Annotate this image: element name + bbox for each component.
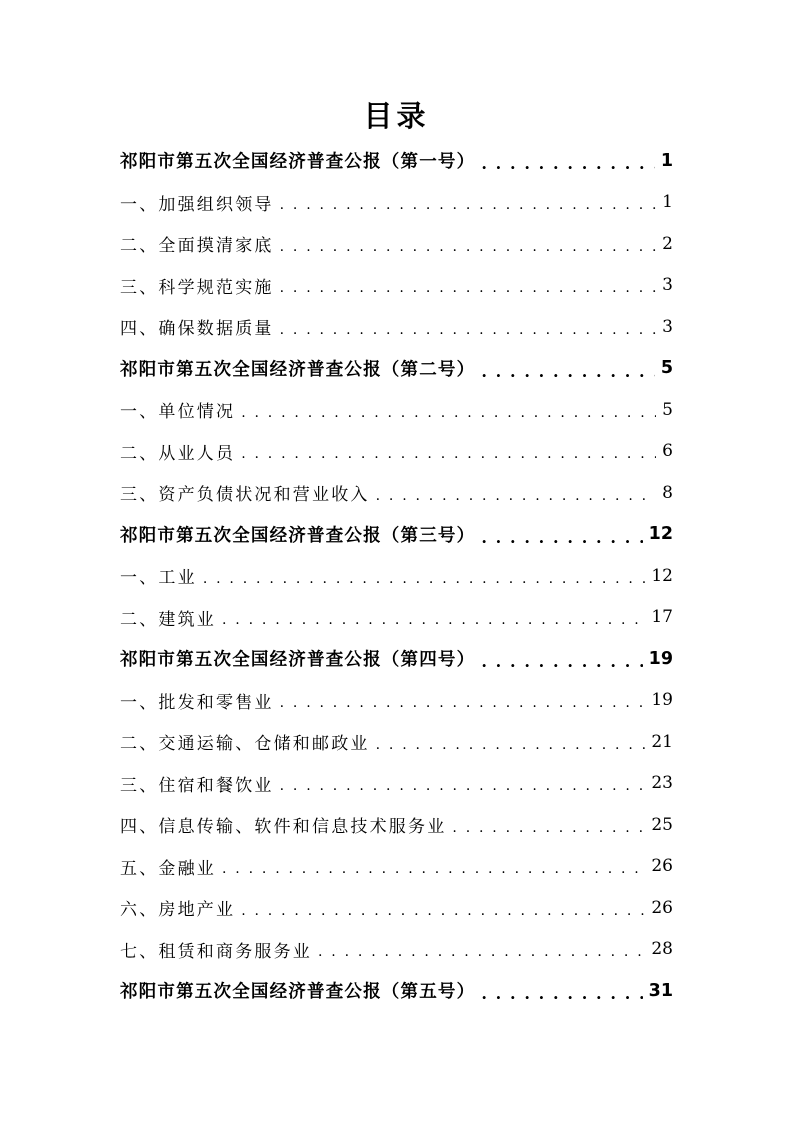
- toc-section-entry[interactable]: [120, 431, 673, 473]
- toc-entry-title: 一、批发和零售业: [120, 692, 274, 713]
- toc-page-number: 26: [651, 856, 673, 877]
- toc-dot-leader: [376, 737, 646, 753]
- toc-dot-leader: [318, 944, 645, 960]
- toc-page-number: 12: [651, 565, 673, 586]
- toc-dot-leader: [452, 820, 645, 836]
- toc-section-entry[interactable]: [120, 846, 673, 888]
- toc-page-number: 17: [651, 607, 673, 628]
- toc-dot-leader: [222, 612, 645, 628]
- toc-page-number: 31: [648, 980, 673, 1001]
- toc-section-entry[interactable]: [120, 721, 673, 763]
- toc-section-entry[interactable]: [120, 929, 673, 971]
- toc-entry-title: 三、科学规范实施: [120, 277, 274, 298]
- toc-entry-title: 祁阳市第五次全国经济普查公报（第二号）: [120, 359, 476, 380]
- toc-entry-title: 一、加强组织领导: [120, 194, 274, 215]
- toc-chapter-entry[interactable]: [120, 638, 673, 680]
- toc-section-entry[interactable]: [120, 265, 673, 307]
- toc-chapter-entry[interactable]: [120, 140, 673, 182]
- toc-page-number: 19: [648, 648, 673, 669]
- toc-page-number: 1: [660, 150, 673, 171]
- toc-chapter-entry[interactable]: [120, 514, 673, 556]
- toc-dot-leader: [280, 322, 657, 338]
- toc-dot-leader: [222, 861, 645, 877]
- toc-page-number: 23: [651, 773, 673, 794]
- toc-section-entry[interactable]: [120, 887, 673, 929]
- toc-chapter-entry[interactable]: [120, 970, 673, 1012]
- toc-entry-title: 二、全面摸清家底: [120, 236, 274, 257]
- toc-page-number: 28: [651, 939, 673, 960]
- toc-section-entry[interactable]: [120, 763, 673, 805]
- toc-page-number: 5: [662, 399, 673, 420]
- toc-dot-leader: [241, 446, 656, 462]
- toc-dot-leader: [481, 362, 655, 381]
- toc-page-number: 8: [662, 482, 673, 503]
- toc-section-entry[interactable]: [120, 555, 673, 597]
- toc-entry-title: 二、从业人员: [120, 443, 236, 464]
- toc-dot-leader: [280, 197, 657, 213]
- toc-section-entry[interactable]: [120, 306, 673, 348]
- toc-section-entry[interactable]: [120, 389, 673, 431]
- toc-entry-title: 二、建筑业: [120, 609, 216, 630]
- toc-entry-title: 四、信息传输、软件和信息技术服务业: [120, 817, 447, 838]
- toc-dot-leader: [280, 239, 657, 255]
- toc-entry-title: 祁阳市第五次全国经济普查公报（第四号）: [120, 650, 476, 671]
- toc-dot-leader: [280, 778, 646, 794]
- table-of-contents: [120, 140, 673, 1012]
- toc-page-number: 1: [662, 192, 673, 213]
- toc-section-entry[interactable]: [120, 804, 673, 846]
- toc-page-number: 6: [662, 441, 673, 462]
- toc-dot-leader: [481, 652, 642, 671]
- toc-page-number: 3: [662, 316, 673, 337]
- toc-entry-title: 六、房地产业: [120, 900, 236, 921]
- toc-dot-leader: [280, 280, 657, 296]
- toc-entry-title: 五、金融业: [120, 858, 216, 879]
- toc-dot-leader: [481, 154, 655, 173]
- toc-section-entry[interactable]: [120, 597, 673, 639]
- toc-page-number: 5: [660, 358, 673, 379]
- toc-entry-title: 祁阳市第五次全国经济普查公报（第一号）: [120, 152, 476, 173]
- toc-entry-title: 四、确保数据质量: [120, 319, 274, 340]
- page-title: 目录: [363, 99, 430, 133]
- toc-section-entry[interactable]: [120, 182, 673, 224]
- toc-dot-leader: [481, 984, 642, 1003]
- toc-section-entry[interactable]: [120, 223, 673, 265]
- toc-dot-leader: [280, 695, 646, 711]
- toc-entry-title: 一、工业: [120, 568, 197, 589]
- toc-page-number: 19: [651, 690, 673, 711]
- toc-entry-title: 二、交通运输、仓储和邮政业: [120, 734, 370, 755]
- toc-entry-title: 祁阳市第五次全国经济普查公报（第五号）: [120, 982, 476, 1003]
- toc-dot-leader: [481, 528, 642, 547]
- toc-entry-title: 三、资产负债状况和营业收入: [120, 485, 370, 506]
- toc-entry-title: 祁阳市第五次全国经济普查公报（第三号）: [120, 525, 476, 546]
- toc-page-number: 26: [651, 897, 673, 918]
- toc-entry-title: 三、住宿和餐饮业: [120, 775, 274, 796]
- toc-dot-leader: [376, 488, 657, 504]
- toc-page-number: 3: [662, 275, 673, 296]
- toc-section-entry[interactable]: [120, 472, 673, 514]
- toc-dot-leader: [203, 571, 646, 587]
- toc-page-number: 12: [648, 524, 673, 545]
- toc-entry-title: 七、租赁和商务服务业: [120, 941, 312, 962]
- toc-section-entry[interactable]: [120, 680, 673, 722]
- toc-page-number: 21: [651, 731, 673, 752]
- toc-entry-title: 一、单位情况: [120, 402, 236, 423]
- toc-dot-leader: [241, 405, 656, 421]
- toc-dot-leader: [241, 903, 645, 919]
- toc-page-number: 2: [662, 233, 673, 254]
- toc-page-number: 25: [651, 814, 673, 835]
- toc-chapter-entry[interactable]: [120, 348, 673, 390]
